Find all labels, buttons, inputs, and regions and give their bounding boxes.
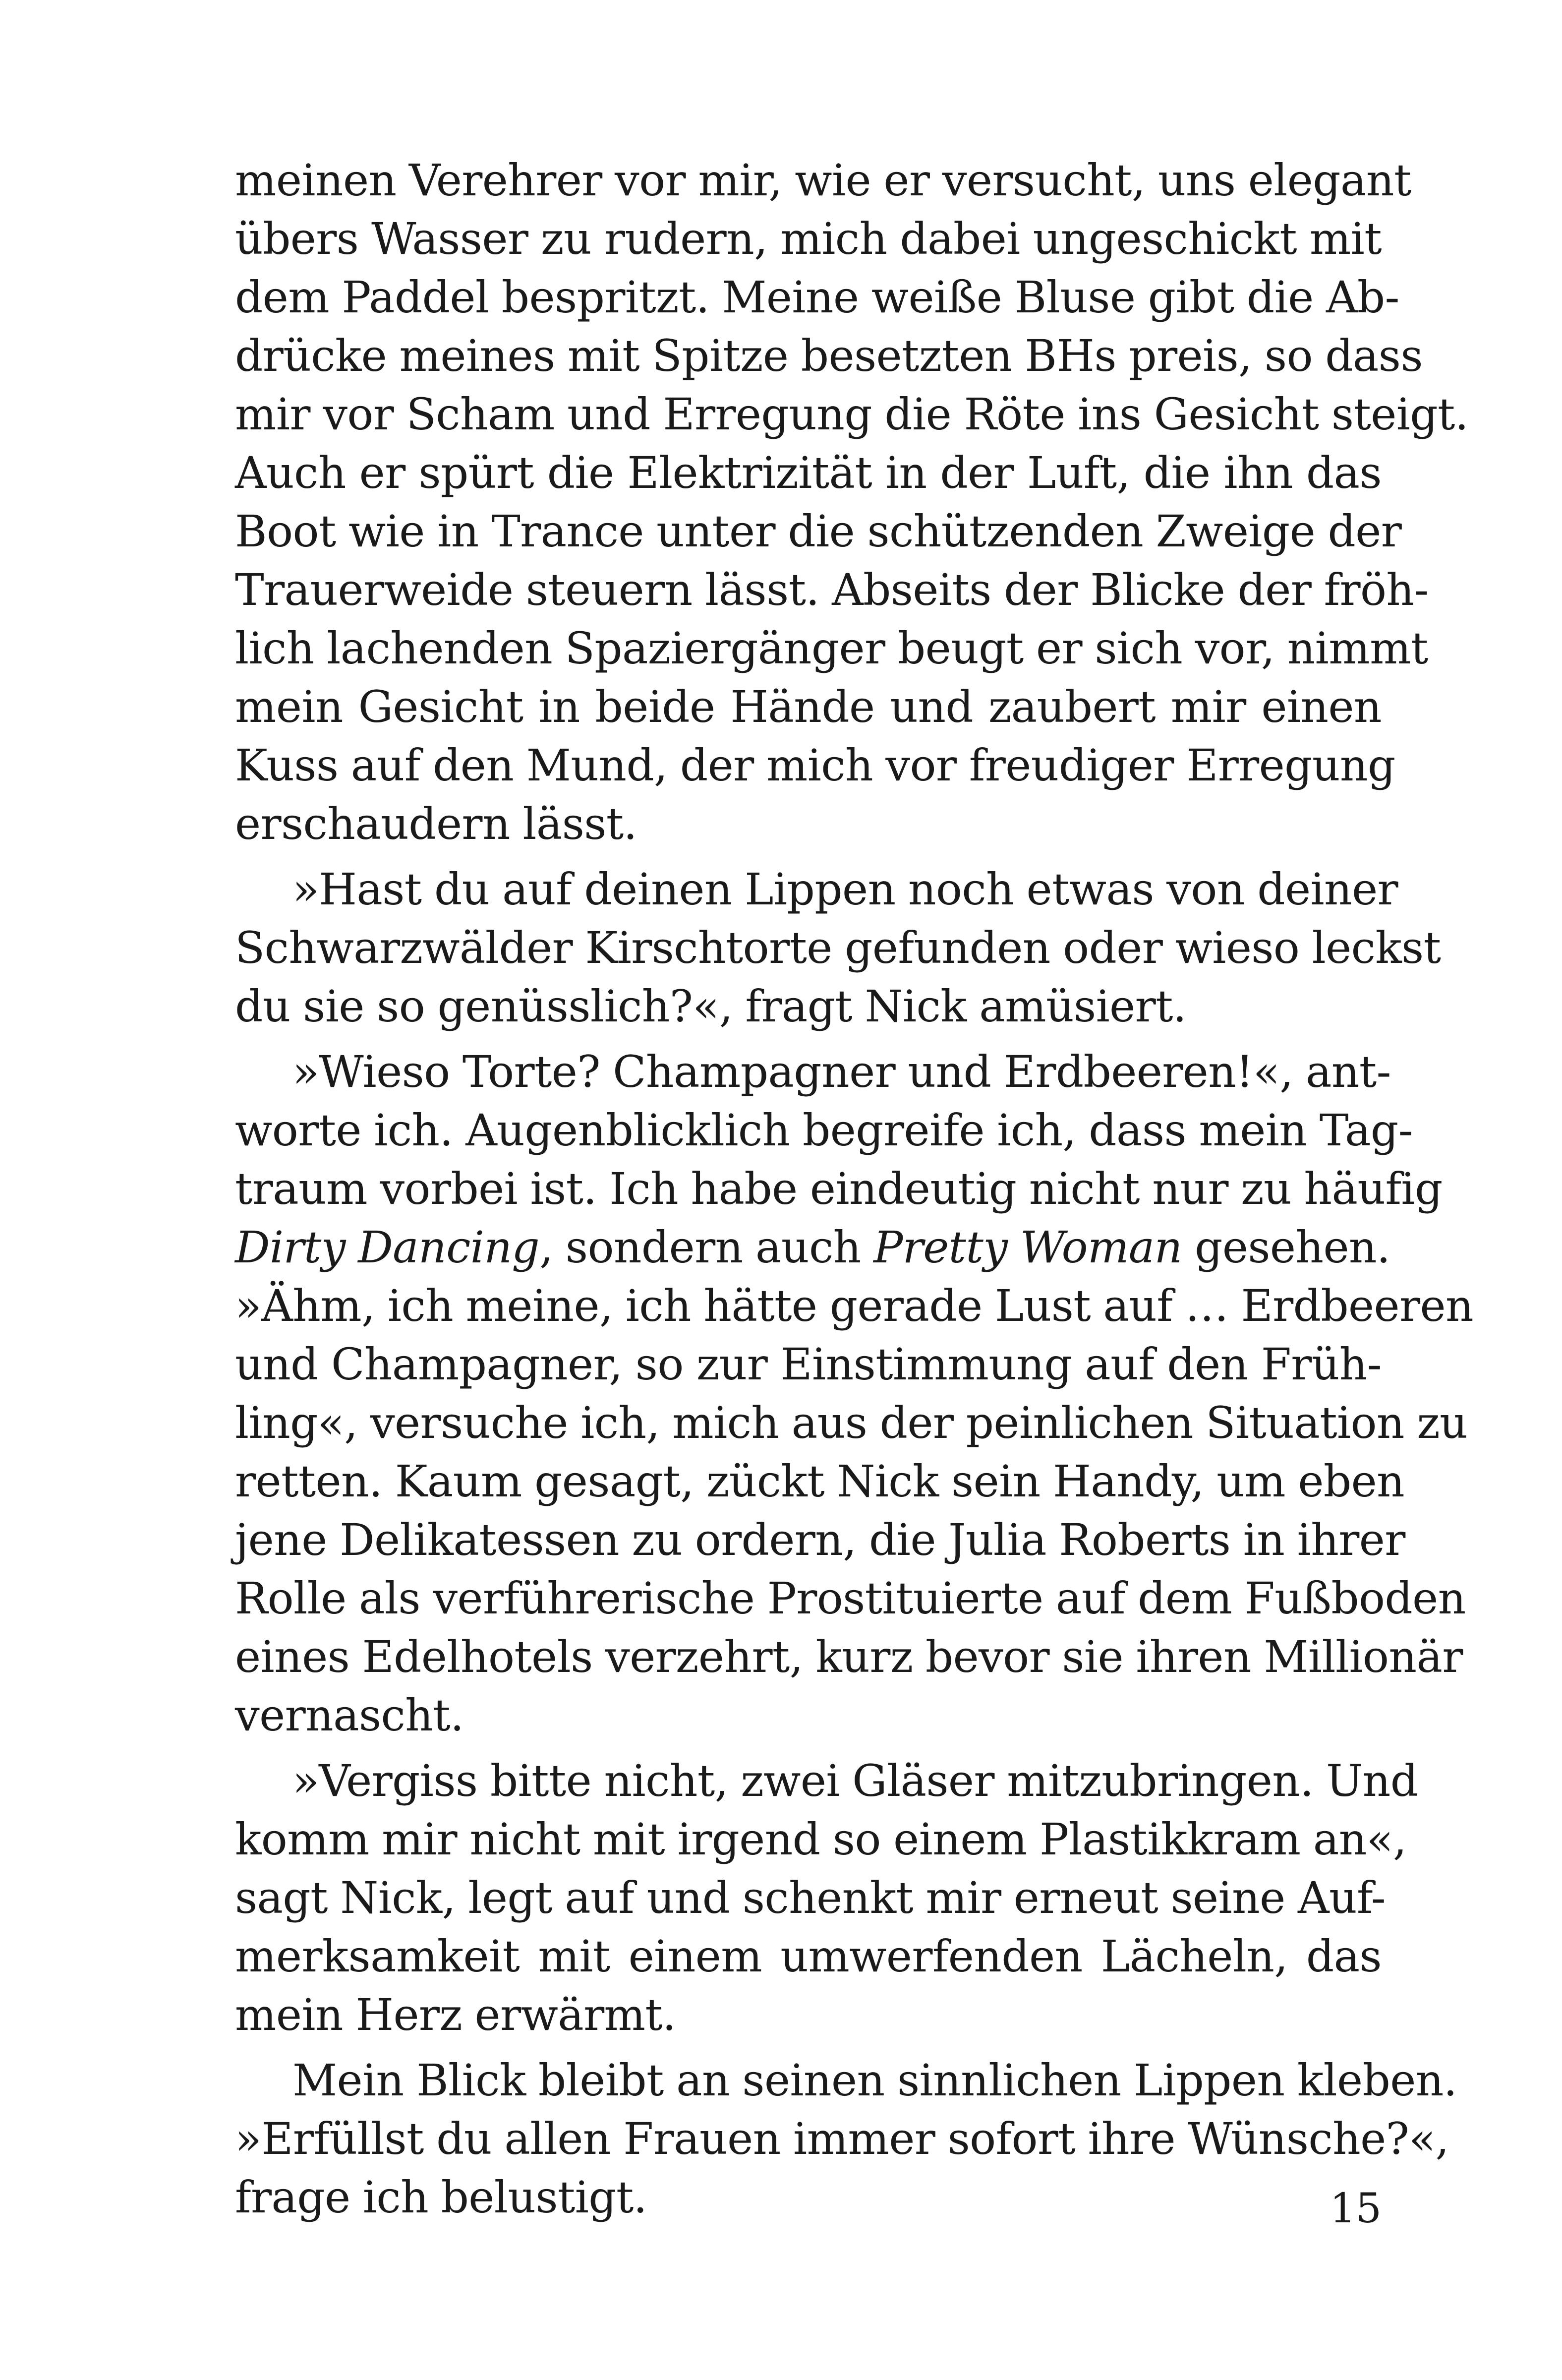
text-line: mein Herz erwärmt. [235,1989,676,2040]
text-line: Mein Blick bleibt an seinen sinnlichen Lippen kleben. [292,2055,1457,2106]
text-line: Trauerweide steuern lässt. Abseits der Blicke der fröh- [235,564,1429,615]
text-line: erschaudern lässt. [235,798,637,849]
paragraph-4 [235,1752,1418,2044]
text-line: Schwarzwälder Kirschtorte gefunden oder wieso leckst [235,922,1441,973]
text-line: eines Edelhotels verzehrt, kurz bevor sie ihren Millionär [235,1631,1463,1682]
text-line: Boot wie in Trance unter die schützenden Zweige der [235,506,1402,557]
text-line: komm mir nicht mit irgend so einem Plastikkram an«, [235,1814,1407,1865]
text-line [235,1218,1390,1277]
text-line: drücke meines mit Spitze besetzten BHs preis, so dass [235,330,1423,381]
text-line: frage ich belustigt. [235,2172,647,2223]
text-line: Rolle als verführerische Prostituierte auf dem Fußboden [235,1573,1466,1624]
text-line: ling«, versuche ich, mich aus der peinlichen Situation zu [235,1397,1468,1448]
text-line: Kuss auf den Mund, der mich vor freudiger Erregung [235,740,1395,791]
text-line: »Erfüllst du allen Frauen immer sofort ihre Wünsche?«, [235,2113,1449,2164]
text-line: »Ähm, ich meine, ich hätte gerade Lust auf … Erdbeeren [235,1280,1474,1331]
paragraph-2 [235,860,1441,1036]
film-title: Pretty Woman [873,1222,1182,1273]
text-line: »Wieso Torte? Champagner und Erdbeeren!«, ant- [292,1046,1391,1097]
text-line: worte ich. Augenblicklich begreife ich, dass mein Tag- [235,1105,1413,1156]
text-line: dem Paddel bespritzt. Meine weiße Bluse gibt die Ab- [235,272,1399,323]
text-line: vernascht. [235,1690,464,1741]
text-line: mir vor Scham und Erregung die Röte ins Gesicht steigt. [235,389,1469,440]
text-line: du sie so genüsslich?«, fragt Nick amüsiert. [235,981,1187,1032]
text-line: und Champagner, so zur Einstimmung auf den Früh- [235,1339,1382,1390]
page-number: 15 [1330,2185,1382,2232]
text-line: meinen Verehrer vor mir, wie er versucht, uns elegant [235,155,1411,206]
text-line: lich lachenden Spaziergänger beugt er sich vor, nimmt [235,623,1428,674]
text-line: sagt Nick, legt auf und schenkt mir erneut seine Auf- [235,1872,1386,1923]
text-line: jene Delikatessen zu ordern, die Julia Roberts in ihrer [235,1514,1405,1565]
text-line: übers Wasser zu rudern, mich dabei ungeschickt mit [235,213,1382,264]
text-line: merksamkeit mit einem umwerfenden Lächeln, das [235,1931,1382,1982]
body-text [235,151,1474,2227]
text-line: »Hast du auf deinen Lippen noch etwas von deiner [292,864,1398,915]
paragraph-3 [235,1043,1474,1745]
text-line: Auch er spürt die Elektrizität in der Luft, die ihn das [235,447,1382,498]
text-line: mein Gesicht in beide Hände und zaubert mir einen [235,681,1382,732]
film-title: Dirty Dancing [235,1222,540,1273]
paragraph-1 [235,151,1469,853]
text-line: traum vorbei ist. Ich habe eindeutig nicht nur zu häufig [235,1163,1443,1214]
text-span: gesehen. [1182,1222,1390,1273]
text-line: »Vergiss bitte nicht, zwei Gläser mitzubringen. Und [292,1755,1418,1806]
paragraph-5 [235,2051,1457,2227]
text-line: retten. Kaum gesagt, zückt Nick sein Handy, um eben [235,1456,1405,1507]
text-span: , sondern auch [539,1222,874,1273]
